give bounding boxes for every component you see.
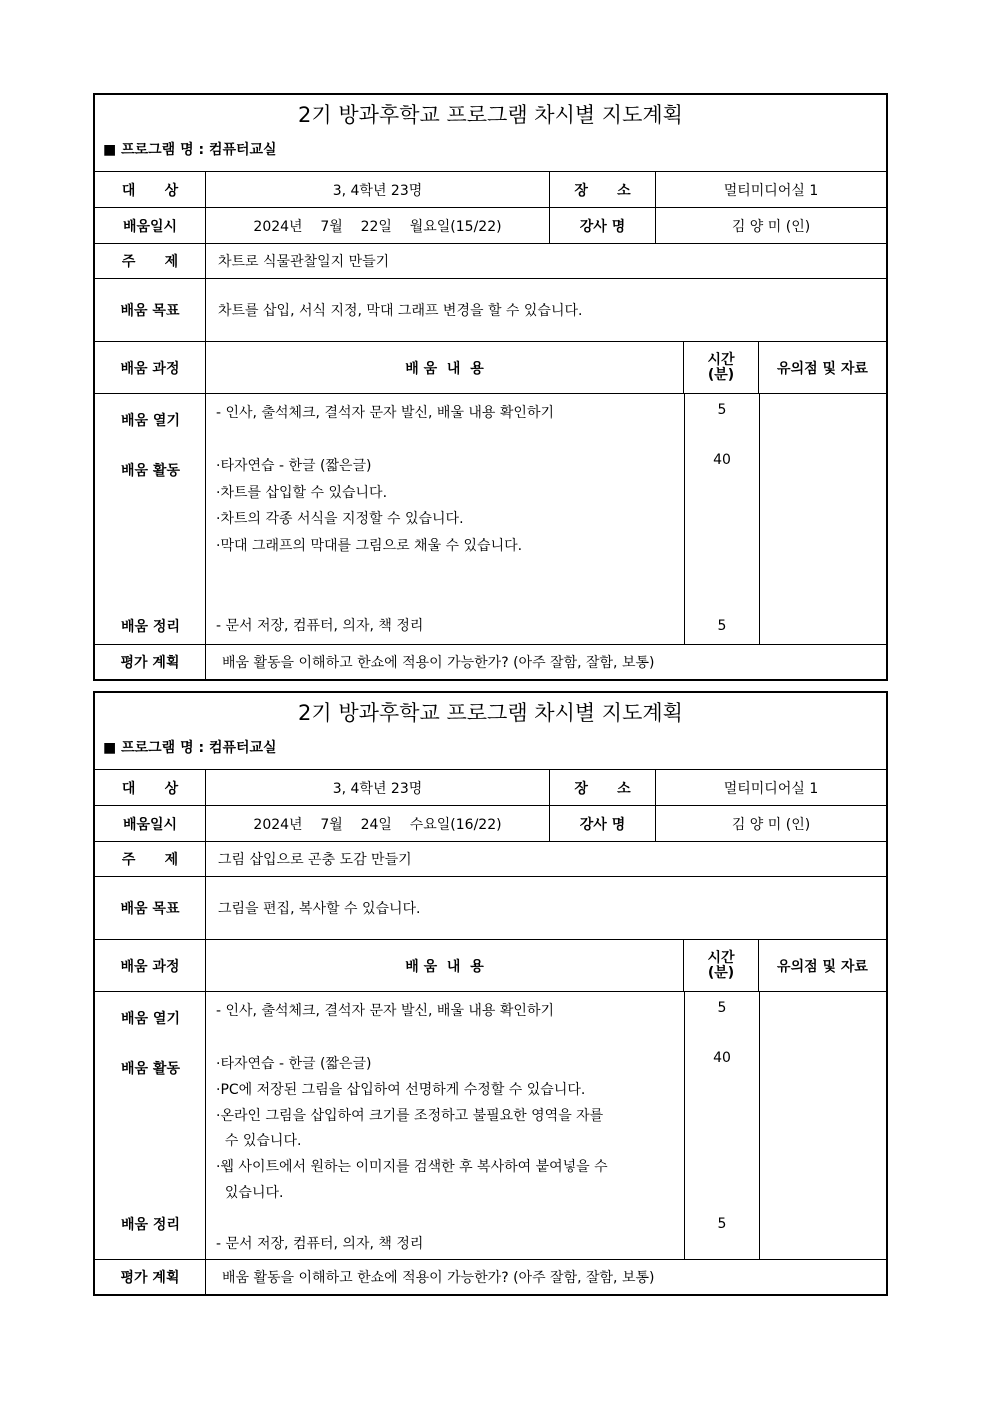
teacher-label: 강사 명 [550, 208, 656, 243]
target-row [95, 770, 886, 806]
process-stage-column [95, 394, 206, 644]
eval-row [95, 1260, 886, 1294]
wrap-time: 5 [717, 618, 727, 634]
date-row [95, 806, 886, 842]
activity-line: ·온라인 그림을 삽입하여 크기를 조정하고 불필요한 영역을 자를 [216, 1108, 604, 1124]
place-label: 장 소 [550, 172, 656, 207]
activity-line: ·차트를 삽입할 수 있습니다. [216, 485, 388, 501]
date-value: 2024년 7월 22일 월요일(15/22) [206, 208, 550, 243]
wrap-text: - 문서 저장, 컴퓨터, 의자, 책 정리 [216, 618, 424, 634]
eval-label: 평가 계획 [95, 1260, 206, 1294]
eval-value: 배움 활동을 이해하고 한쇼에 적용이 가능한가? (아주 잘함, 잘함, 보통) [222, 655, 655, 671]
topic-row [95, 244, 886, 279]
teacher-value: 김 양 미 (인) [731, 218, 811, 235]
time-label-line1: 시간 [707, 949, 735, 966]
time-label-line1: 시간 [707, 351, 735, 368]
notes-label: 유의점 및 자료 [777, 958, 868, 975]
process-stage-column [95, 992, 206, 1259]
target-value: 3, 4학년 23명 [206, 770, 550, 805]
place-value: 멀티미디어실 1 [723, 182, 819, 199]
activity-line: ·막대 그래프의 막대를 그림으로 채울 수 있습니다. [216, 538, 523, 554]
topic-value: 차트로 식물관찰일지 만들기 [218, 254, 390, 270]
notes-column [760, 394, 886, 644]
activity-line: ·차트의 각종 서식을 지정할 수 있습니다. [216, 511, 464, 527]
plan-title: 2기 방과후학교 프로그램 차시별 지도계획 [298, 701, 683, 725]
time-label-line2: (분) [707, 964, 735, 981]
topic-label: 주 제 [95, 244, 206, 278]
topic-value: 그림 삽입으로 곤충 도감 만들기 [218, 852, 412, 868]
goal-value: 그림을 편집, 복사할 수 있습니다. [218, 901, 421, 917]
goal-row [95, 877, 886, 940]
wrap-time: 5 [717, 1216, 727, 1232]
open-time: 5 [717, 402, 727, 418]
open-text: - 인사, 출석체크, 결석자 문자 발신, 배울 내용 확인하기 [216, 405, 555, 421]
wrap-label: 배움 정리 [121, 619, 180, 635]
place-value: 멀티미디어실 1 [723, 780, 819, 797]
time-label [684, 940, 759, 991]
goal-row [95, 279, 886, 342]
time-label-line2: (분) [707, 366, 735, 383]
header-row [95, 940, 886, 992]
open-label: 배움 열기 [121, 1011, 180, 1027]
place-label: 장 소 [550, 770, 656, 805]
wrap-text: - 문서 저장, 컴퓨터, 의자, 책 정리 [216, 1236, 424, 1252]
activity-time: 40 [713, 1050, 731, 1066]
content-label: 배 움 내 용 [206, 940, 684, 991]
open-time: 5 [717, 1000, 727, 1016]
process-label: 배움 과정 [95, 940, 206, 991]
eval-row [95, 645, 886, 679]
date-row [95, 208, 886, 244]
teacher-value: 김 양 미 (인) [731, 816, 811, 833]
target-value: 3, 4학년 23명 [206, 172, 550, 207]
lesson-plan-2 [93, 691, 888, 1296]
goal-label: 배움 목표 [95, 279, 206, 341]
process-label: 배움 과정 [95, 342, 206, 393]
activity-line: ·웹 사이트에서 원하는 이미지를 검색한 후 복사하여 붙여넣을 수 [216, 1159, 608, 1175]
header-row [95, 342, 886, 394]
activity-line: 수 있습니다. [216, 1133, 302, 1149]
time-column [685, 394, 760, 644]
target-label: 대 상 [95, 770, 206, 805]
notes-column [760, 992, 886, 1259]
goal-value: 차트를 삽입, 서식 지정, 막대 그래프 변경을 할 수 있습니다. [218, 303, 583, 319]
open-text: - 인사, 출석체크, 결석자 문자 발신, 배울 내용 확인하기 [216, 1003, 555, 1019]
time-label [684, 342, 759, 393]
process-body [95, 992, 886, 1260]
activity-label: 배움 활동 [121, 1061, 180, 1077]
eval-value: 배움 활동을 이해하고 한쇼에 적용이 가능한가? (아주 잘함, 잘함, 보통) [222, 1270, 655, 1286]
process-content-column [206, 992, 685, 1259]
open-label: 배움 열기 [121, 413, 180, 429]
activity-line: 있습니다. [216, 1185, 284, 1201]
notes-label: 유의점 및 자료 [777, 360, 868, 377]
activity-line: ·PC에 저장된 그림을 삽입하여 선명하게 수정할 수 있습니다. [216, 1082, 586, 1098]
teacher-label: 강사 명 [550, 806, 656, 841]
date-value: 2024년 7월 24일 수요일(16/22) [206, 806, 550, 841]
process-content-column [206, 394, 685, 644]
lesson-plan-1 [93, 93, 888, 681]
target-row [95, 172, 886, 208]
program-name: ■ 프로그램 명 : 컴퓨터교실 [95, 135, 886, 172]
activity-line: ·타자연습 - 한글 (짧은글) [216, 1056, 372, 1072]
activity-time: 40 [713, 452, 731, 468]
eval-label: 평가 계획 [95, 645, 206, 679]
process-body [95, 394, 886, 645]
topic-label: 주 제 [95, 842, 206, 876]
time-column [685, 992, 760, 1259]
date-label: 배움일시 [95, 208, 206, 243]
date-label: 배움일시 [95, 806, 206, 841]
goal-label: 배움 목표 [95, 877, 206, 939]
target-label: 대 상 [95, 172, 206, 207]
topic-row [95, 842, 886, 877]
program-name: ■ 프로그램 명 : 컴퓨터교실 [95, 733, 886, 770]
activity-line: ·타자연습 - 한글 (짧은글) [216, 458, 372, 474]
plan-title: 2기 방과후학교 프로그램 차시별 지도계획 [298, 103, 683, 127]
activity-label: 배움 활동 [121, 463, 180, 479]
wrap-label: 배움 정리 [121, 1217, 180, 1233]
content-label: 배 움 내 용 [206, 342, 684, 393]
